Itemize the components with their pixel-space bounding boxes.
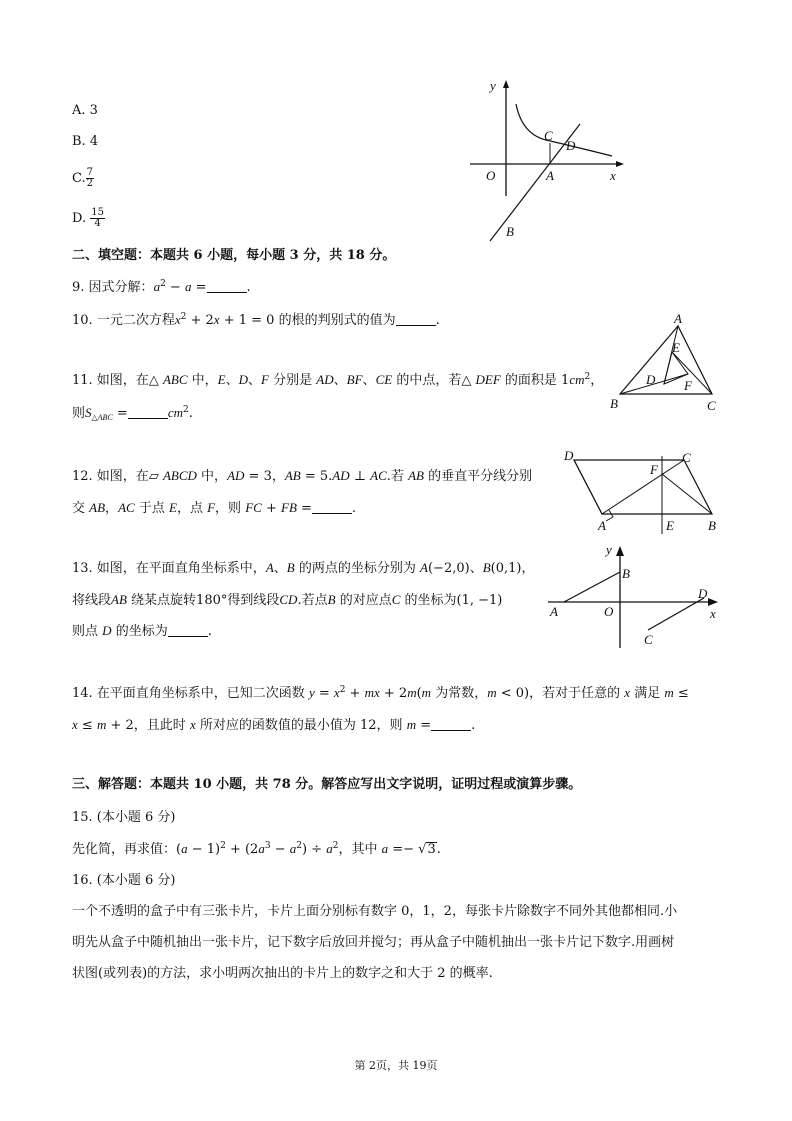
question-16-line-1: 一个不透明的盒子中有三张卡片，卡片上面分别标有数字 0，1，2，每张卡片除数字不同外其他都相同.小	[72, 904, 678, 919]
figure-parallelogram	[556, 446, 732, 536]
question-10: 10. 一元二次方程$x^2 + 2x + 1 = 0$ 的根的判别式的值为 .	[72, 312, 440, 328]
label-a: A	[598, 518, 606, 533]
question-16-header: 16. (本小题 6 分)	[72, 873, 176, 888]
label-c: C	[544, 128, 553, 143]
label-d: D	[646, 372, 656, 387]
fraction: $\frac{15}{4}$	[91, 207, 104, 229]
label-e: E	[666, 518, 674, 533]
section-heading: 三、解答题：本题共 10 小题，共 78 分。解答应写出文字说明，证明过程或演算步骤。	[72, 777, 582, 792]
label-y: y	[490, 78, 496, 93]
label-a: A	[674, 312, 682, 326]
question-11-line-1: 11. 如图，在△ ABC 中，E、D、F 分别是 AD、BF、CE 的中点，若△ DEF 的面积是 $1cm^2$，	[72, 372, 604, 388]
question-13-line-3: 则点 D 的坐标为 .	[72, 623, 212, 639]
label-e: E	[672, 340, 680, 355]
section-heading: 二、填空题：本题共 6 小题，每小题 3 分，共 18 分。	[72, 248, 396, 263]
label-o: O	[486, 168, 496, 183]
label-b: B	[506, 224, 514, 239]
label-d: D	[564, 448, 574, 463]
option-a: A. 3	[72, 103, 98, 118]
figure-triangle-def	[604, 312, 724, 416]
label-b: B	[708, 518, 716, 533]
question-14-line-2: x ≤ m + 2，且此时 x 所对应的函数值的最小值为 12，则 m = .	[72, 717, 476, 733]
label-a: A	[550, 604, 558, 619]
question-15-body: 先化简，再求值：$(a - 1)^2 + (2a^3 - a^2) \div a^2$，其中 a =− √3.	[72, 841, 441, 857]
fraction: $\frac{7}{2}$	[86, 167, 93, 189]
label-b: B	[610, 396, 618, 411]
option-b: B. 4	[72, 134, 99, 149]
label-f: F	[650, 462, 658, 477]
label-d: D	[698, 586, 708, 601]
label-x: x	[610, 168, 616, 183]
option-c: C. $\frac{7}{2}$	[72, 167, 93, 189]
question-12-line-2: 交 AB，AC 于点 E，点 F，则 FC + FB = .	[72, 500, 357, 516]
question-13-line-2: 将线段AB 绕某点旋转180°得到线段CD.若点B 的对应点C 的坐标为(1, −1)	[72, 592, 503, 608]
figure-hyperbola-line	[462, 76, 632, 246]
question-16-line-3: 状图(或列表)的方法，求小明两次抽出的卡片上的数字之和大于 2 的概率.	[72, 966, 493, 981]
figure-coordinate-segments	[542, 540, 724, 652]
option-d: D. $\frac{15}{4}$	[72, 207, 104, 229]
label-d: D	[566, 138, 576, 153]
label-o: O	[604, 604, 614, 619]
question-12-line-1: 12. 如图，在▱ ABCD 中，AD = 3，AB = 5.AD ⊥ AC.若 AB 的垂直平分线分别	[72, 468, 533, 484]
question-15-header: 15. (本小题 6 分)	[72, 810, 176, 825]
question-11-line-2: 则$S_{\triangle ABC} = cm^2$.	[72, 405, 193, 422]
label-b: B	[622, 566, 630, 581]
label-c: C	[682, 450, 691, 465]
question-14-line-1: 14. 在平面直角坐标系中，已知二次函数 $y = x^2$ + mx + 2m(m 为常数，m < 0)，若对于任意的 x 满足 m ≤	[72, 685, 689, 701]
question-9: 9. 因式分解：$a^2 - a$ = .	[72, 279, 251, 295]
label-a: A	[546, 168, 554, 183]
label-x: x	[710, 606, 716, 621]
page-footer: 第 2页，共 19页	[354, 1059, 438, 1072]
question-13-line-1: 13. 如图，在平面直角坐标系中，A、B 的两点的坐标分别为 A(−2,0)、B(0,1)，	[72, 560, 535, 576]
question-16-line-2: 明先从盒子中随机抽出一张卡片，记下数字后放回并搅匀；再从盒子中随机抽出一张卡片记下数字.用画树	[72, 935, 675, 950]
label-c: C	[644, 632, 653, 647]
label-y: y	[606, 542, 612, 557]
label-f: F	[684, 378, 692, 393]
label-c: C	[707, 398, 716, 413]
